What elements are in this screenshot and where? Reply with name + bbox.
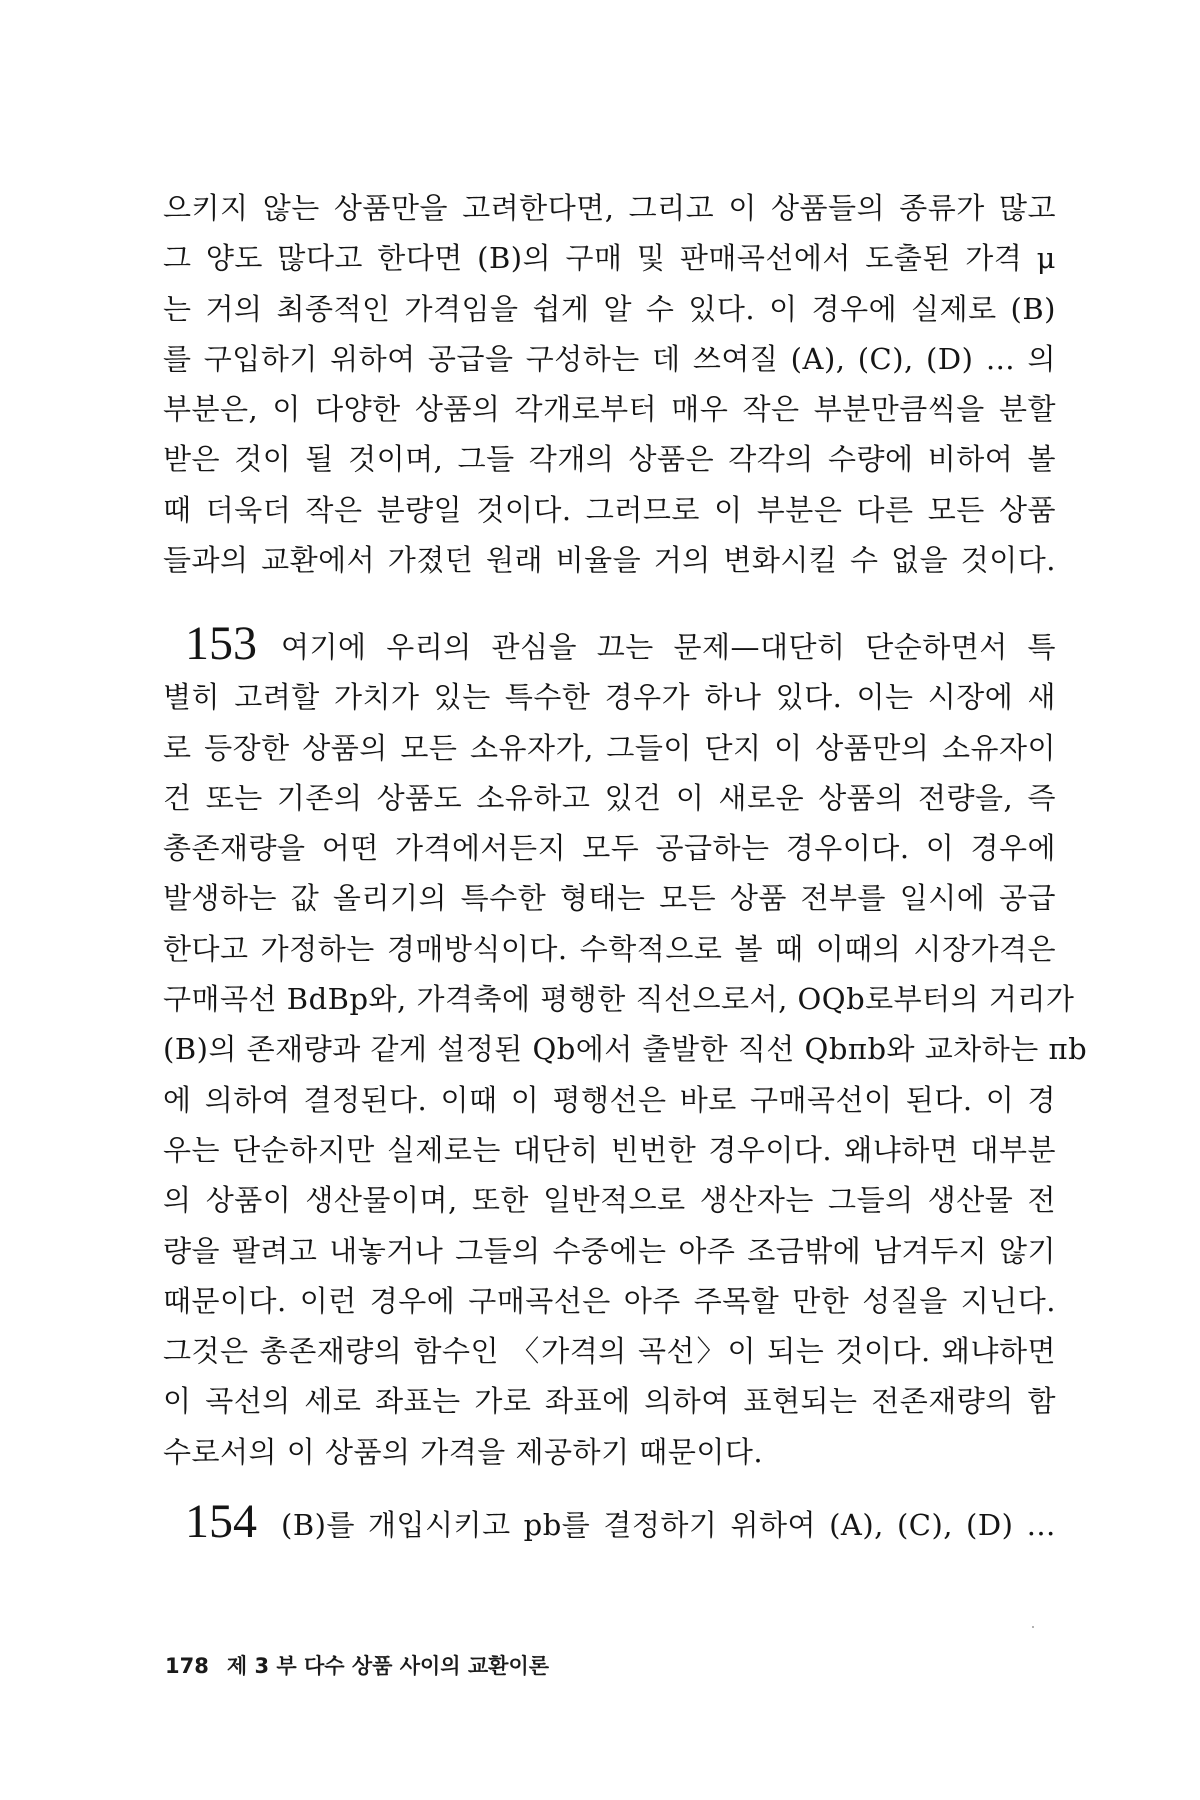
text-line: 그 양도 많다고 한다면 (B)의 구매 및 판매곡선에서 도출된 가격 μ (163, 241, 1056, 276)
text-line: 별히 고려할 가치가 있는 특수한 경우가 하나 있다. 이는 시장에 새 (163, 680, 1056, 715)
text-line: 수로서의 이 상품의 가격을 제공하기 때문이다. (163, 1434, 764, 1469)
text-line-lead: (B)를 개입시키고 pb를 결정하기 위하여 (A), (C), (D) … (281, 1508, 1056, 1542)
text-line-lead: 여기에 우리의 관심을 끄는 문제—대단히 단순하면서 특 (281, 630, 1056, 664)
text-line: 구매곡선 BdBp와, 가격축에 평행한 직선으로서, OQb로부터의 거리가 (163, 982, 1075, 1017)
scan-speck (1032, 1626, 1034, 1628)
section-number: 154 (185, 1495, 257, 1548)
text-line: 받은 것이 될 것이며, 그들 각개의 상품은 각각의 수량에 비하여 볼 (163, 442, 1056, 477)
page-footer (165, 1650, 549, 1680)
text-line: 로 등장한 상품의 모든 소유자가, 그들이 단지 이 상품만의 소유자이 (163, 730, 1056, 765)
text-line-first (163, 1495, 1056, 1550)
page-number: 178 (165, 1654, 209, 1678)
text-line: 우는 단순하지만 실제로는 대단히 빈번한 경우이다. 왜냐하면 대부분 (163, 1132, 1056, 1167)
running-head: 제 3 부 다수 상품 사이의 교환이론 (226, 1654, 550, 1678)
text-line: 건 또는 기존의 상품도 소유하고 있건 이 새로운 상품의 전량을, 즉 (163, 780, 1056, 815)
paragraph-153 (163, 617, 1088, 1477)
text-line: (B)의 존재량과 같게 설정된 Qb에서 출발한 직선 Qbπb와 교차하는 πb (163, 1032, 1088, 1067)
text-line: 를 구입하기 위하여 공급을 구성하는 데 쓰여질 (A), (C), (D) … 의 (163, 341, 1056, 376)
text-line: 때문이다. 이런 경우에 구매곡선은 아주 주목할 만한 성질을 지닌다. (163, 1283, 1056, 1318)
text-line: 부분은, 이 다양한 상품의 각개로부터 매우 작은 부분만큼씩을 분할 (163, 392, 1056, 427)
text-line: 이 곡선의 세로 좌표는 가로 좌표에 의하여 표현되는 전존재량의 함 (163, 1384, 1056, 1419)
section-number: 153 (185, 617, 257, 670)
paragraph-continued (163, 183, 1056, 585)
text-line: 총존재량을 어떤 가격에서든지 모두 공급하는 경우이다. 이 경우에 (163, 831, 1056, 866)
text-line: 량을 팔려고 내놓거나 그들의 수중에는 아주 조금밖에 남겨두지 않기 (163, 1233, 1056, 1268)
text-line: 의 상품이 생산물이며, 또한 일반적으로 생산자는 그들의 생산물 전 (163, 1183, 1056, 1218)
text-line: 때 더욱더 작은 분량일 것이다. 그러므로 이 부분은 다른 모든 상품 (163, 492, 1056, 527)
text-line: 에 의하여 결정된다. 이때 이 평행선은 바로 구매곡선이 된다. 이 경 (163, 1082, 1056, 1117)
text-line: 그것은 총존재량의 함수인 〈가격의 곡선〉이 되는 것이다. 왜냐하면 (163, 1334, 1056, 1369)
text-line: 발생하는 값 올리기의 특수한 형태는 모든 상품 전부를 일시에 공급 (163, 881, 1056, 916)
text-line-first (163, 617, 1056, 672)
text-line: 으키지 않는 상품만을 고려한다면, 그리고 이 상품들의 종류가 많고 (163, 191, 1056, 225)
paragraph-154 (163, 1495, 1056, 1550)
text-line: 들과의 교환에서 가졌던 원래 비율을 거의 변화시킬 수 없을 것이다. (163, 543, 1056, 578)
text-line: 는 거의 최종적인 가격임을 쉽게 알 수 있다. 이 경우에 실제로 (B) (163, 291, 1056, 326)
text-line: 한다고 가정하는 경매방식이다. 수학적으로 볼 때 이때의 시장가격은 (163, 931, 1056, 966)
